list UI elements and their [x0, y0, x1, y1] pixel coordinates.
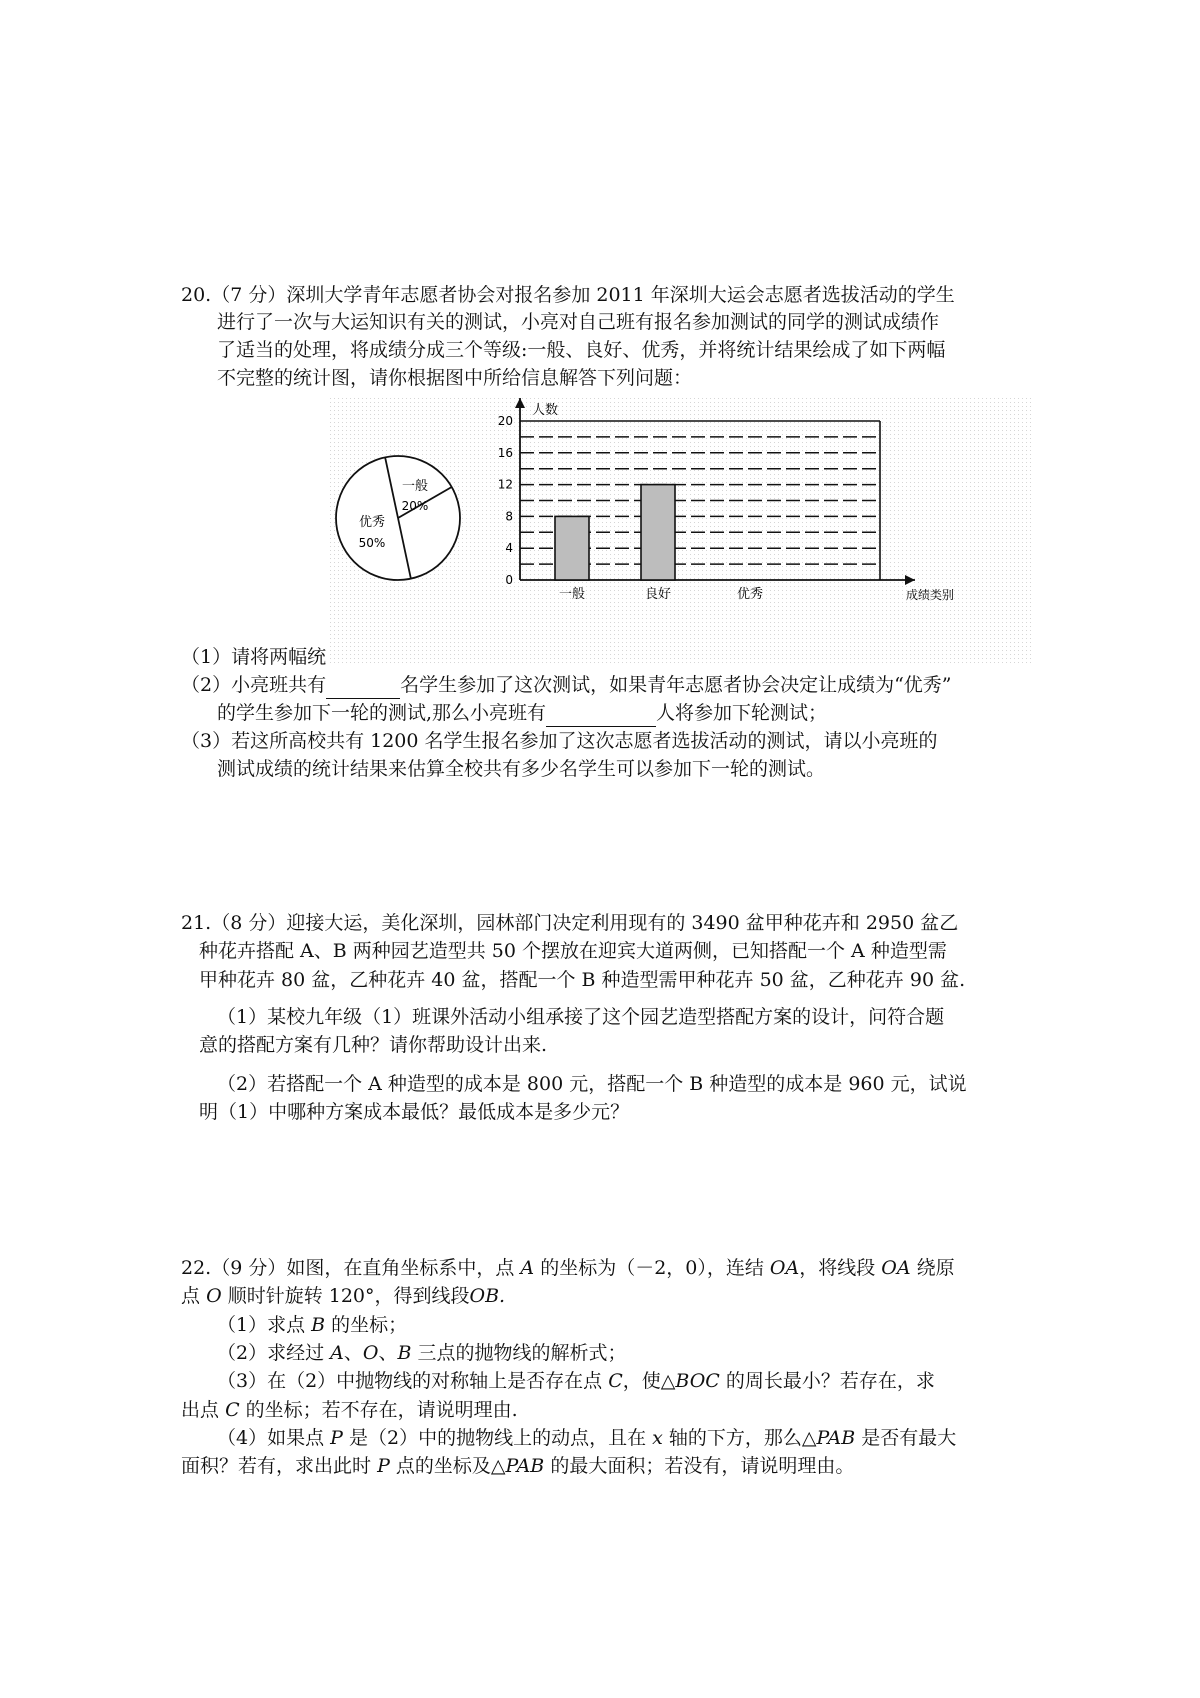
- q20-line-4: 不完整的统计图，请你根据图中所给信息解答下列问题：: [217, 367, 693, 389]
- bar-2: [641, 485, 675, 580]
- q20-line-3: 了适当的处理，将成绩分成三个等级:一般、良好、优秀，并将统计结果绘成了如下两幅: [217, 339, 946, 361]
- q22-line-2: 点 O 顺时针旋转 120°，得到线段OB.: [181, 1285, 506, 1307]
- pie-pct-general: 20%: [401, 499, 429, 513]
- pie-label-excellent: 优秀: [358, 515, 386, 530]
- answer-blank-excellent[interactable]: [546, 704, 656, 727]
- y-axis-label: 人数: [532, 403, 559, 418]
- q22-line-8: 面积？若有，求出此时 P 点的坐标及△PAB 的最大面积；若没有，请说明理由。: [181, 1455, 855, 1477]
- q20-part-3-cont: 测试成绩的统计结果来估算全校共有多少名学生可以参加下一轮的测试。: [217, 758, 826, 780]
- answer-blank-total[interactable]: [326, 676, 400, 699]
- q21-line-3: 甲种花卉 80 盆，乙种花卉 40 盆，搭配一个 B 种造型需甲种花卉 50 盆，乙种花卉 90 盆.: [199, 969, 966, 991]
- q21-line-2: 种花卉搭配 A、B 两种园艺造型共 50 个摆放在迎宾大道两侧，已知搭配一个 A 种造型需: [199, 940, 947, 962]
- q21-line-7: 明（1）中哪种方案成本最低？最低成本是多少元？: [199, 1101, 630, 1123]
- x-tick-label: 一般: [558, 587, 586, 602]
- x-tick-label: 优秀: [736, 587, 764, 602]
- x-tick-label: 良好: [644, 587, 672, 602]
- x-axis-label: 成绩类别: [905, 588, 955, 602]
- q20-part-2-cont: 的学生参加下一轮的测试,那么小亮班有 人将参加下轮测试；: [217, 699, 827, 727]
- q22-line-5: （3）在（2）中抛物线的对称轴上是否存在点 C，使△BOC 的周长最小？若存在，求: [217, 1370, 935, 1392]
- q20-part-2: （2）小亮班共有 名学生参加了这次测试，如果青年志愿者协会决定让成绩为“优秀”: [181, 671, 952, 699]
- y-tick-label: 12: [497, 477, 513, 492]
- q22-line-3: （1）求点 B 的坐标；: [217, 1314, 408, 1336]
- q22-line-6: 出点 C 的坐标；若不存在，请说明理由.: [181, 1399, 518, 1421]
- q20-part-3: （3）若这所高校共有 1200 名学生报名参加了这次志愿者选拔活动的测试，请以小亮班的: [181, 730, 938, 752]
- bar-1: [555, 516, 589, 580]
- q21-line-1: 21.（8 分）迎接大运，美化深圳，园林部门决定利用现有的 3490 盆甲种花卉和 2950 盆乙: [181, 912, 959, 934]
- q21-line-6: （2）若搭配一个 A 种造型的成本是 800 元，搭配一个 B 种造型的成本是 960 元，试说: [217, 1073, 967, 1095]
- q20-line-1: 20.（7 分）深圳大学青年志愿者协会对报名参加 2011 年深圳大运会志愿者选拔活动的学生: [181, 284, 955, 306]
- q20-part-1: （1）请将两幅统: [181, 646, 327, 668]
- pie-pct-excellent: 50%: [358, 536, 386, 550]
- q22-line-1: 22.（9 分）如图，在直角坐标系中，点 A 的坐标为（－2，0），连结 OA，将线段 OA 绕原: [181, 1257, 955, 1279]
- q22-line-4: （2）求经过 A、O、B 三点的抛物线的解析式；: [217, 1342, 627, 1364]
- pie-chart: [336, 456, 460, 580]
- y-tick-label: 20: [497, 414, 513, 428]
- q21-line-5: 意的搭配方案有几种？请你帮助设计出来.: [199, 1034, 548, 1056]
- figure-svg: [330, 398, 1033, 663]
- q22-line-7: （4）如果点 P 是（2）中的抛物线上的动点，且在 x 轴的下方，那么△PAB 是否有最大: [217, 1427, 957, 1449]
- statistics-figure: [330, 398, 1033, 663]
- y-tick-label: 8: [505, 509, 513, 524]
- q21-line-4: （1）某校九年级（1）班课外活动小组承接了这个园艺造型搭配方案的设计，问符合题: [217, 1006, 945, 1028]
- pie-label-general: 一般: [401, 479, 429, 494]
- y-tick-label: 16: [497, 445, 513, 460]
- q20-line-2: 进行了一次与大运知识有关的测试，小亮对自己班有报名参加测试的同学的测试成绩作: [217, 311, 940, 333]
- y-tick-label: 4: [505, 541, 513, 556]
- y-tick-label: 0: [505, 573, 513, 587]
